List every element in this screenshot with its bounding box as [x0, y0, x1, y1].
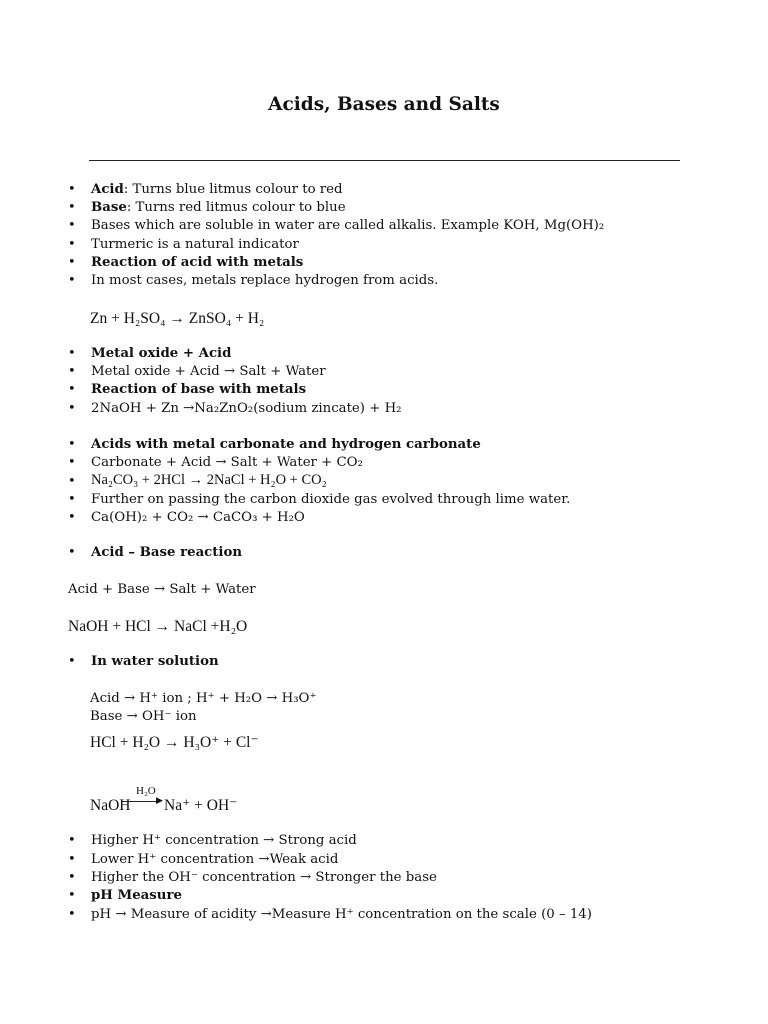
bullet [68, 236, 76, 253]
bullet [68, 436, 76, 453]
list-item-higher-oh: Higher the OH⁻ concentration → Stronger the base [91, 870, 437, 885]
bullet [68, 544, 76, 561]
list-item-alkalis: Bases which are soluble in water are called alkalis. Example KOH, Mg(OH)₂ [91, 218, 605, 233]
equation-acid-ion: Acid → H⁺ ion ; H⁺ + H₂O → H₃O⁺ [90, 691, 317, 706]
heading-ph: pH Measure [91, 888, 182, 903]
bullet [68, 832, 76, 849]
equation-caoh: Ca(OH)₂ + CO₂ → CaCO₃ + H₂O [91, 510, 305, 525]
heading-metal-oxide: Metal oxide + Acid [91, 346, 232, 361]
bullet [68, 906, 76, 923]
reaction-arrow [120, 785, 164, 807]
list-item [91, 181, 343, 198]
bullet [68, 254, 76, 271]
equation-metal-oxide: Metal oxide + Acid → Salt + Water [91, 364, 326, 379]
equation-na2co3: Na₂CO₃ + 2HCl → 2NaCl + H₂O + CO₂ [91, 472, 327, 488]
bullet [68, 181, 76, 198]
page-title: Acids, Bases and Salts [268, 94, 500, 115]
title-rule [89, 160, 680, 161]
heading-reaction-metals: Reaction of acid with metals [91, 255, 304, 270]
definition-base: : Turns red litmus colour to blue [126, 200, 346, 215]
equation-hcl: HCl + H₂O → H₃O⁺ + Cl⁻ [90, 734, 259, 751]
equation-naoh-hcl: NaOH + HCl → NaCl +H₂O [68, 618, 248, 635]
equation-naoh-left: NaOH [90, 797, 131, 814]
equation-naoh-zn: 2NaOH + Zn →Na₂ZnO₂(sodium zincate) + H₂ [91, 401, 402, 416]
definition-acid: : Turns blue litmus colour to red [123, 182, 343, 197]
list-item-higher-h: Higher H⁺ concentration → Strong acid [91, 833, 357, 848]
bullet [68, 887, 76, 904]
bullet [68, 381, 76, 398]
bullet [68, 851, 76, 868]
list-item-lime-water: Further on passing the carbon dioxide gas evolved through lime water. [91, 492, 571, 507]
equation-base-ion: Base → OH⁻ ion [90, 709, 197, 724]
equation-acid-base: Acid + Base → Salt + Water [68, 582, 256, 597]
term-base: Base [91, 200, 127, 215]
heading-carbonate: Acids with metal carbonate and hydrogen carbonate [91, 437, 481, 452]
bullet [68, 653, 76, 670]
list-item-ph: pH → Measure of acidity →Measure H⁺ concentration on the scale (0 – 14) [91, 907, 592, 922]
equation-naoh-right: Na⁺ + OH⁻ [164, 797, 238, 814]
list-item-metals-replace: In most cases, metals replace hydrogen from acids. [91, 273, 439, 288]
list-item-lower-h: Lower H⁺ concentration →Weak acid [91, 852, 339, 867]
heading-acid-base: Acid – Base reaction [91, 545, 243, 560]
bullet [68, 491, 76, 508]
bullet [68, 869, 76, 886]
bullet [68, 345, 76, 362]
bullet [68, 473, 76, 490]
heading-base-metals: Reaction of base with metals [91, 382, 307, 397]
list-item [91, 199, 346, 216]
term-acid: Acid [91, 182, 124, 197]
list-item-turmeric: Turmeric is a natural indicator [91, 237, 299, 252]
bullet [68, 400, 76, 417]
bullet [68, 454, 76, 471]
arrow-line [122, 801, 160, 802]
bullet [68, 363, 76, 380]
arrow-head-icon: ▶ [156, 796, 163, 806]
arrow-label: H₂O [136, 785, 156, 797]
equation-zn: Zn + H₂SO₄ → ZnSO₄ + H₂ [90, 310, 265, 327]
bullet [68, 509, 76, 526]
bullet [68, 199, 76, 216]
heading-water-solution: In water solution [91, 654, 219, 669]
equation-carbonate: Carbonate + Acid → Salt + Water + CO₂ [91, 455, 363, 470]
bullet [68, 217, 76, 234]
bullet [68, 272, 76, 289]
